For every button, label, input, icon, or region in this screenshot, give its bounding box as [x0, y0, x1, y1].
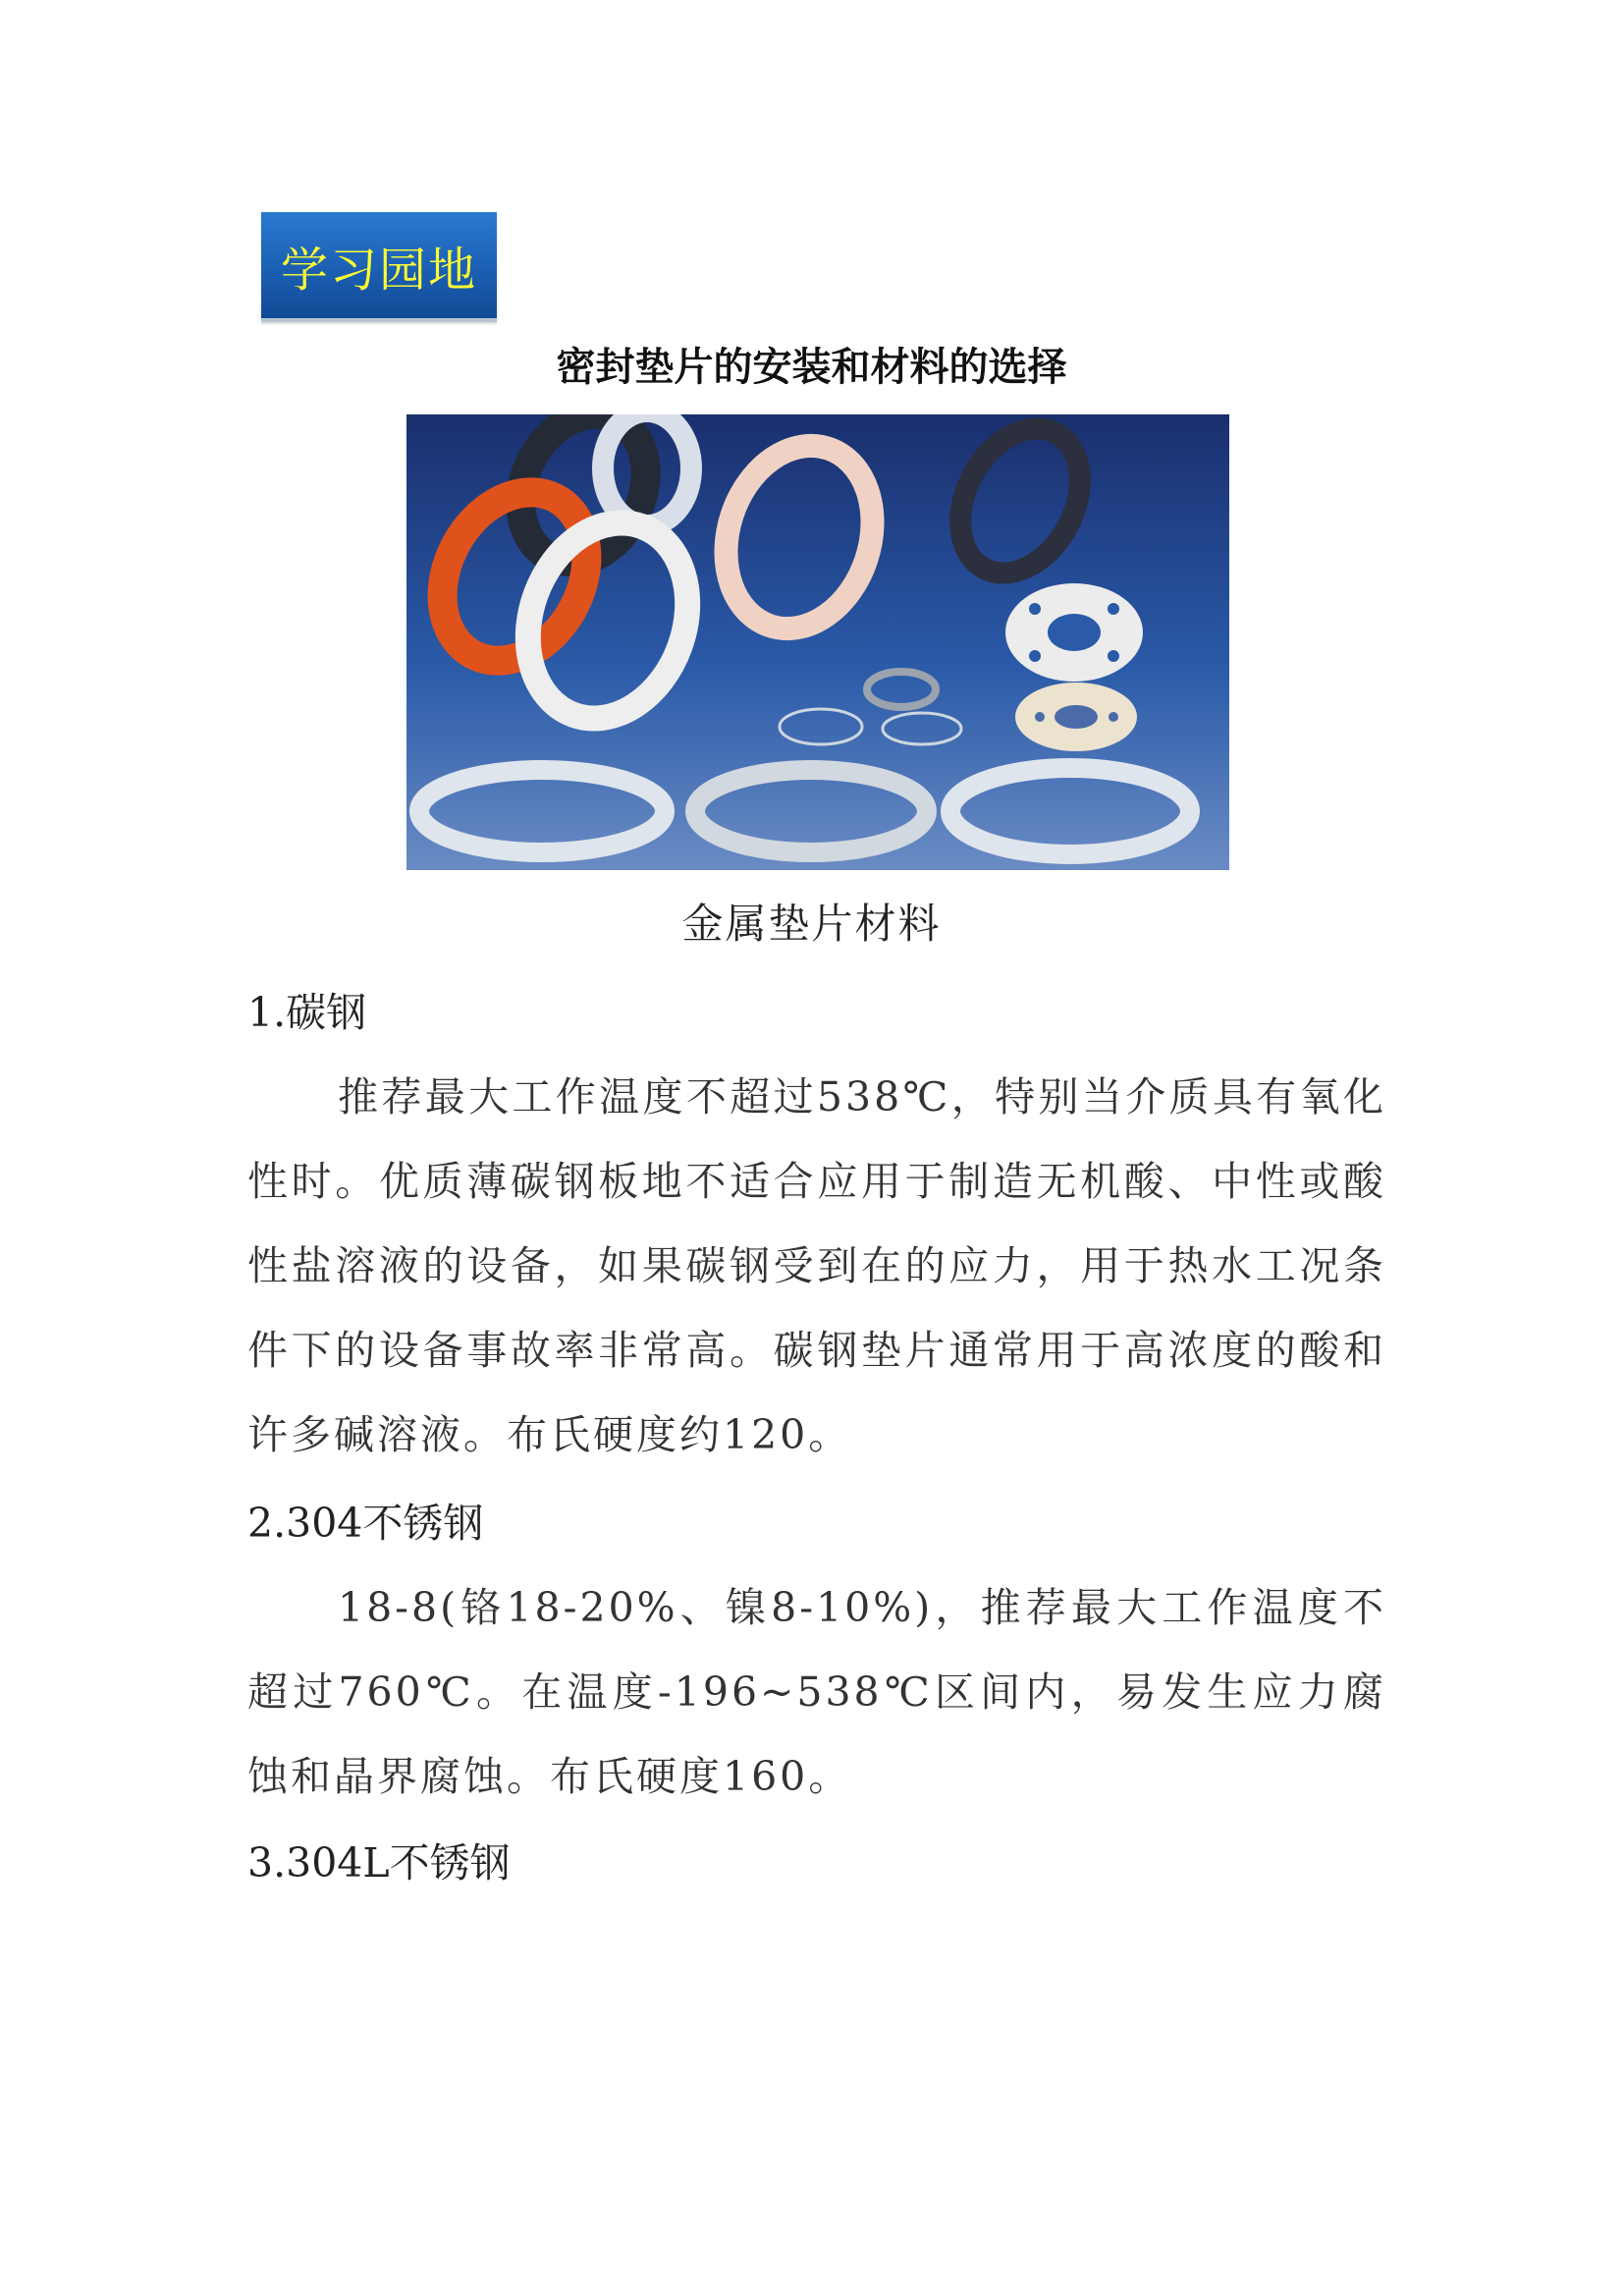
section-text-304-stainless: 18-8(铬18-20%、镍8-10%)，推荐最大工作温度不超过760℃。在温度-196~538℃区间内，易发生应力腐蚀和晶界腐蚀。布氏硬度160。: [247, 1584, 1386, 1800]
gaskets-photo: [406, 414, 1229, 870]
section-banner: [261, 212, 497, 322]
section-text-carbon-steel: 推荐最大工作温度不超过538℃，特别当介质具有氧化性时。优质薄碳钢板地不适合应用于制造无机酸、中性或酸性盐溶液的设备，如果碳钢受到在的应力，用于热水工况条件下的设备事故率非常高。碳钢垫片通常用于高浓度的酸和许多碱溶液。布氏硬度约120。: [247, 1073, 1386, 1458]
section-heading-304-stainless: 2.304不锈钢: [247, 1500, 484, 1547]
image-caption: 金属垫片材料: [681, 900, 942, 948]
banner-label: 学习园地: [280, 242, 477, 298]
section-heading-carbon-steel: 1.碳钢: [247, 989, 367, 1036]
article-title: 密封垫片的安装和材料的选择: [556, 345, 1067, 390]
section-heading-304l-stainless: 3.304L不锈钢: [247, 1839, 511, 1886]
